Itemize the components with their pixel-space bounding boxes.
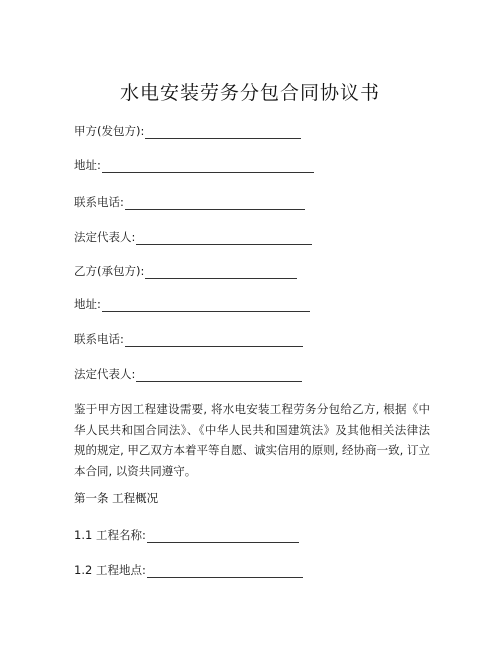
project-location-label: 1.2 工程地点: bbox=[74, 563, 146, 577]
party-a-contact-blank[interactable] bbox=[125, 197, 305, 210]
party-a-address-label: 地址: bbox=[74, 158, 101, 172]
document-title: 水电安装劳务分包合同协议书 bbox=[119, 82, 380, 104]
party-b-rep-label: 法定代表人: bbox=[74, 367, 136, 381]
party-a-field bbox=[74, 123, 301, 139]
party-a-contact-label: 联系电话: bbox=[74, 195, 124, 209]
project-name-field bbox=[74, 527, 299, 543]
project-name-blank[interactable] bbox=[147, 530, 299, 543]
party-b-blank[interactable] bbox=[145, 266, 297, 279]
party-b-address-blank[interactable] bbox=[102, 299, 310, 312]
project-location-field bbox=[74, 562, 303, 578]
party-a-label: 甲方(发包方): bbox=[74, 124, 145, 138]
party-b-address-label: 地址: bbox=[74, 297, 101, 311]
party-b-contact-label: 联系电话: bbox=[74, 332, 124, 346]
party-a-contact-field bbox=[74, 194, 305, 210]
party-b-field bbox=[74, 263, 297, 279]
party-a-rep-field bbox=[74, 229, 312, 245]
party-a-blank[interactable] bbox=[145, 126, 301, 139]
party-b-rep-field bbox=[74, 366, 302, 382]
section-1-heading: 第一条 工程概况 bbox=[74, 491, 159, 505]
party-b-contact-field bbox=[74, 331, 303, 347]
party-a-address-blank[interactable] bbox=[102, 160, 314, 173]
party-b-label: 乙方(承包方): bbox=[74, 264, 145, 278]
party-b-contact-blank[interactable] bbox=[125, 334, 303, 347]
party-a-address-field bbox=[74, 157, 314, 173]
party-a-rep-label: 法定代表人: bbox=[74, 230, 136, 244]
party-a-rep-blank[interactable] bbox=[136, 232, 312, 245]
party-b-address-field bbox=[74, 296, 310, 312]
preamble-paragraph: 鉴于甲方因工程建设需要, 将水电安装工程劳务分包给乙方, 根据《中华人民共和国合同法》、《中华人民共和国建筑法》及其他相关法律法规的规定, 甲乙双方本着平等自愿、诚实信用的原则, 经协商一致, 订立本合同, 以资共同遵守。 bbox=[74, 402, 430, 478]
party-b-rep-blank[interactable] bbox=[136, 369, 302, 382]
project-name-label: 1.1 工程名称: bbox=[74, 528, 146, 542]
project-location-blank[interactable] bbox=[147, 565, 303, 578]
